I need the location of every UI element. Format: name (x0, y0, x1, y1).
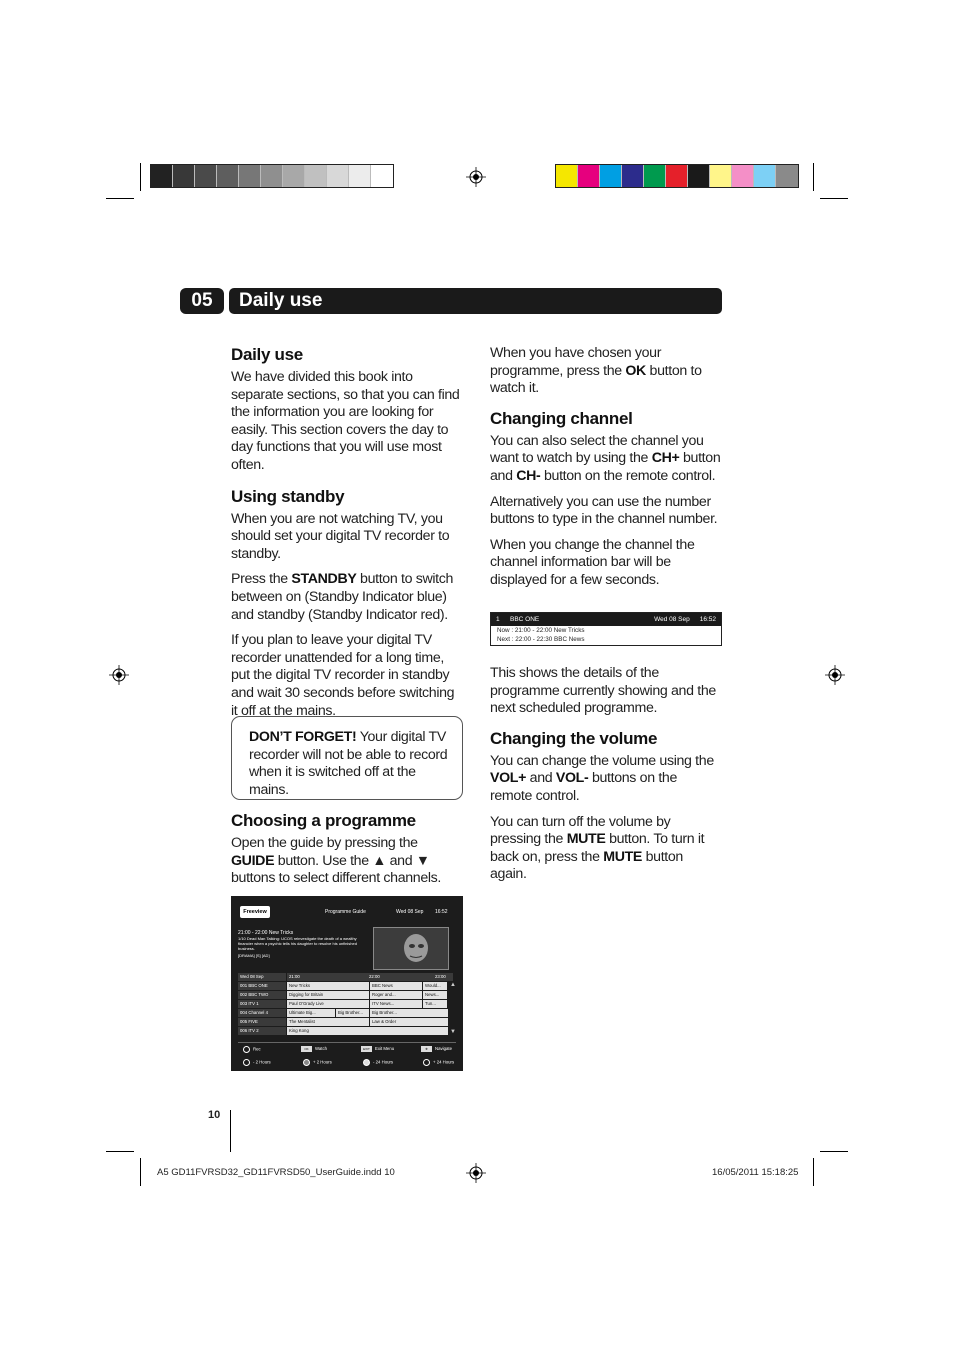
guide-legend-divider (238, 1042, 456, 1043)
channel-name: 001 BBC ONE (238, 982, 286, 990)
register-mark-icon (109, 665, 129, 685)
programme-cell[interactable]: Big Brother... (370, 1009, 448, 1017)
crop-mark (820, 1151, 848, 1152)
time-slot: 21:00 (287, 973, 367, 981)
programme-cell[interactable]: The Mentalist (287, 1018, 369, 1026)
guide-title: Programme Guide (325, 909, 366, 915)
channel-info-bar (490, 612, 722, 646)
crop-mark (813, 1158, 814, 1186)
register-mark-icon (466, 167, 486, 187)
gray-calibration-bar (150, 164, 394, 188)
programme-cell[interactable]: Law & Order (370, 1018, 448, 1026)
color-swatch (644, 165, 666, 187)
ok-key-icon: OK (301, 1046, 312, 1052)
paragraph: You can change the volume using the VOL+ and VOL- buttons on the remote control. (490, 752, 714, 804)
footer-datetime: 16/05/2011 15:18:25 (712, 1167, 799, 1178)
next-programme: Next : 22:00 - 22:30 BBC News (497, 635, 585, 643)
video-preview (373, 927, 449, 970)
programme-cell[interactable]: Roger and... (370, 991, 422, 999)
paragraph: You can also select the channel you want to watch by using the CH+ button and CH- button on the remote control. (490, 432, 721, 484)
section-heading: Changing channel (490, 408, 633, 428)
color-swatch (305, 165, 327, 187)
register-mark-icon (825, 665, 845, 685)
channel-row[interactable] (238, 1027, 449, 1035)
paragraph: When you are not watching TV, you should set your digital TV recorder to standby. (231, 510, 450, 562)
guide-date: Wed 08 Sep (396, 909, 424, 915)
dont-forget-callout (231, 716, 463, 800)
green-button-icon (303, 1059, 310, 1066)
channel-name: 003 ITV 1 (238, 1000, 286, 1008)
programme-cell[interactable]: Paul O'Grady Live (287, 1000, 369, 1008)
crop-mark (813, 163, 814, 191)
paragraph: When you change the channel the channel information bar will be displayed for a few seconds. (490, 536, 695, 588)
color-swatch (710, 165, 732, 187)
exit-key-icon: EXIT (361, 1046, 372, 1052)
programme-cell[interactable]: Big Brother... (336, 1009, 369, 1017)
crop-mark (140, 163, 141, 191)
paragraph: Alternatively you can use the number buttons to type in the channel number. (490, 493, 718, 528)
left-column (231, 345, 463, 728)
channel-number: 1 (496, 616, 500, 623)
yellow-button-icon (363, 1059, 370, 1066)
channel-name: 004 Channel 4 (238, 1009, 286, 1017)
legend-plus2: + 2 Hours (303, 1059, 332, 1066)
left-column-lower (231, 811, 463, 896)
programme-cell[interactable]: Ultimate Big... (287, 1009, 335, 1017)
programme-guide-screenshot (231, 896, 463, 1071)
programme-cell[interactable]: Digging for Britain (287, 991, 369, 999)
register-mark-icon (466, 1163, 486, 1183)
programme-cell[interactable]: News... (423, 991, 447, 999)
color-swatch (151, 165, 173, 187)
legend-navigate: ✥ Navigate (421, 1046, 452, 1052)
channel-name: 006 ITV 2 (238, 1027, 286, 1035)
section-heading: Choosing a programme (231, 811, 416, 830)
channel-row[interactable] (238, 1000, 448, 1008)
paragraph: We have divided this book into separate sections, so that you can find the information you are looking for easily. This section covers the day to day functions that you will use most often. (231, 369, 460, 473)
color-swatch (556, 165, 578, 187)
info-date: Wed 08 Sep (654, 616, 690, 623)
crop-mark (140, 1158, 141, 1186)
color-swatch (688, 165, 710, 187)
color-swatch (195, 165, 217, 187)
paragraph: Open the guide by pressing the GUIDE button. Use the ▲ and ▼ buttons to select different channels. (231, 835, 441, 887)
grid-header-row (238, 973, 453, 981)
crop-mark (106, 198, 134, 199)
guide-time: 16:52 (435, 909, 448, 915)
right-column (490, 345, 722, 598)
time-slot: 23:00 (433, 973, 453, 981)
color-swatch (217, 165, 239, 187)
color-swatch (349, 165, 371, 187)
programme-tags: [DRAMA] [S] [AD] (238, 953, 270, 958)
channel-row[interactable] (238, 982, 448, 990)
color-swatch (283, 165, 305, 187)
crop-mark (106, 1151, 134, 1152)
color-swatch (371, 165, 393, 187)
programme-cell[interactable]: New Tricks (287, 982, 369, 990)
section-heading: Daily use (231, 345, 303, 364)
programme-time-title: 21:00 - 22:00 New Tricks (238, 930, 294, 936)
programme-cell[interactable]: Would... (423, 982, 447, 990)
chapter-number: 05 (180, 288, 224, 314)
crop-mark (820, 198, 848, 199)
info-bar-header (491, 613, 721, 626)
legend-rec: Rec (243, 1046, 261, 1053)
programme-cell[interactable]: Tun... (423, 1000, 447, 1008)
programme-cell[interactable]: BBC News (370, 982, 422, 990)
color-swatch (600, 165, 622, 187)
paragraph: This shows the details of the programme currently showing and the next scheduled programme. (490, 665, 716, 717)
time-slot: 22:00 (367, 973, 433, 981)
color-swatch (622, 165, 644, 187)
legend-exit: EXIT Exit Menu (361, 1046, 394, 1052)
preview-face-icon (374, 928, 448, 969)
right-column-lower (490, 665, 722, 892)
red-button-icon (243, 1059, 250, 1066)
scroll-up-icon[interactable]: ▲ (450, 982, 456, 988)
channel-name: 002 BBC TWO (238, 991, 286, 999)
color-swatch (173, 165, 195, 187)
section-heading: Changing the volume (490, 728, 658, 748)
now-programme: Now : 21:00 - 22:00 New Tricks (497, 627, 585, 634)
paragraph: If you plan to leave your digital TV recorder unattended for a long time, put the digital TV recorder in standby and wait 30 seconds before switching it off at the mains. (231, 632, 455, 719)
scroll-down-icon[interactable]: ▼ (450, 1029, 456, 1035)
grid-date: Wed 08 Sep (238, 973, 286, 981)
channel-row[interactable] (238, 1009, 449, 1017)
callout-text: DON’T FORGET! Your digital TV recorder will not be able to record when it is switched off at the mains. (249, 729, 448, 798)
color-swatch (776, 165, 798, 187)
channel-row[interactable] (238, 991, 448, 999)
page-number-rule (230, 1110, 231, 1152)
record-icon (243, 1046, 250, 1053)
legend-minus2: - 2 Hours (243, 1059, 271, 1066)
legend-plus24: + 24 Hours (423, 1059, 454, 1066)
footer-filename: A5 GD11FVRSD32_GD11FVRSD50_UserGuide.indd 10 (157, 1167, 395, 1178)
programme-cell[interactable]: ITV News... (370, 1000, 422, 1008)
channel-name: BBC ONE (510, 616, 540, 623)
channel-row[interactable] (238, 1018, 449, 1026)
programme-description: 1/10 Dead Man Talking: UCOS reinvestigate the death of a wealthy financier when a psychic tells his daughter to resolve his unfinished business. (238, 936, 357, 951)
channel-name: 005 FIVE (238, 1018, 286, 1026)
paragraph: You can turn off the volume by pressing the MUTE button. To turn it back on, press the MUTE button again. (490, 813, 705, 883)
navigate-key-icon: ✥ (421, 1046, 432, 1052)
color-swatch (578, 165, 600, 187)
chapter-title: Daily use (229, 288, 722, 314)
color-swatch (754, 165, 776, 187)
freeview-logo: Freeview (240, 906, 270, 918)
page-number: 10 (208, 1109, 221, 1121)
section-heading: Using standby (231, 486, 345, 506)
programme-cell[interactable]: King Kong (287, 1027, 448, 1035)
color-swatch (327, 165, 349, 187)
color-swatch (239, 165, 261, 187)
paragraph: Press the STANDBY button to switch between on (Standby Indicator blue) and standby (Standby Indicator red). (231, 571, 454, 623)
legend-minus24: - 24 Hours (363, 1059, 393, 1066)
info-time: 16:52 (699, 616, 716, 623)
color-swatch (666, 165, 688, 187)
legend-watch: OK Watch (301, 1046, 327, 1052)
color-calibration-bar (555, 164, 799, 188)
blue-button-icon (423, 1059, 430, 1066)
color-swatch (732, 165, 754, 187)
paragraph: When you have chosen your programme, press the OK button to watch it. (490, 345, 702, 397)
color-swatch (261, 165, 283, 187)
